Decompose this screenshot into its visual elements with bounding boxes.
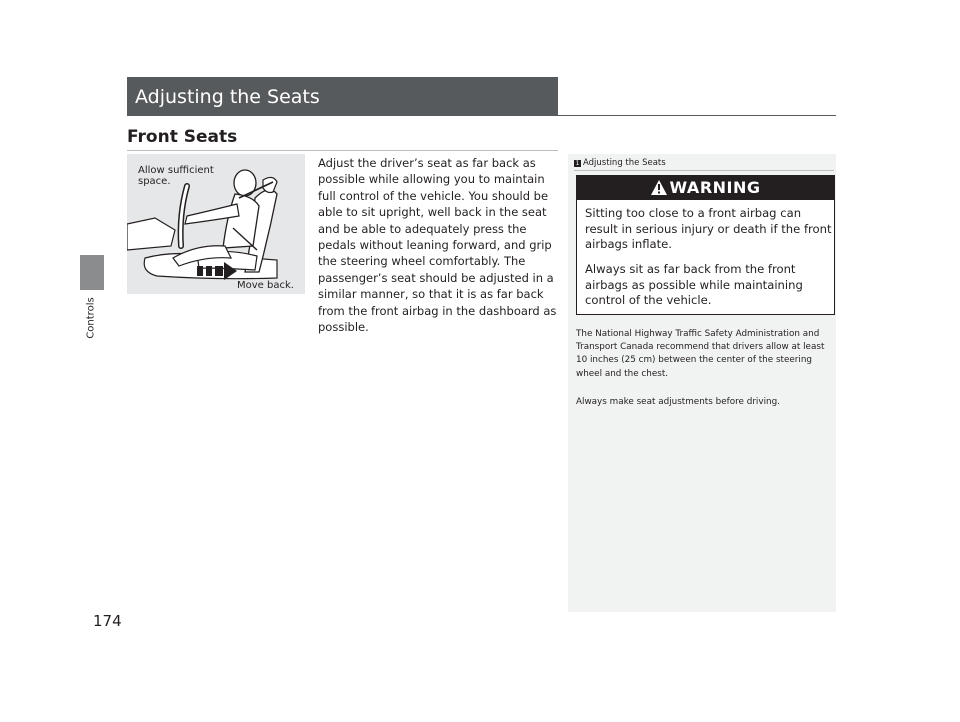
chapter-label: Controls <box>85 297 97 339</box>
reference-marker-icon: 1 <box>575 160 580 167</box>
sidebar-heading <box>574 158 666 168</box>
warning-box <box>576 175 835 315</box>
sidebar-notes <box>568 154 836 612</box>
warning-header <box>577 176 834 200</box>
seat-position-illustration <box>127 154 305 294</box>
sidebar-heading-text: Adjusting the Seats <box>583 158 666 168</box>
warning-text-2: Always sit as far back from the front airbags as possible while maintaining control of the vehicle. <box>585 262 803 307</box>
sidebar-heading-rule <box>574 170 834 171</box>
warning-triangle-icon <box>651 180 667 195</box>
sidebar-note-2: Always make seat adjustments before driving. <box>576 397 780 407</box>
warning-title: WARNING <box>669 178 761 197</box>
chapter-tab <box>80 255 104 290</box>
page-number: 174 <box>93 612 122 630</box>
section-heading: Front Seats <box>127 127 238 147</box>
sidebar-note-1: The National Highway Traffic Safety Administration and Transport Canada recommend that drivers allow at least 10 inches (25 cm) between the center of the steering wheel and the chest. <box>576 329 825 379</box>
page-title: Adjusting the Seats <box>135 86 320 108</box>
section-body-text: Adjust the driver’s seat as far back as possible while allowing you to maintain full control of the vehicle. You should be able to sit upright, well back in the seat and be able to adequately press the pedals without leaning forward, and grip the steering wheel comfortably. The passenger’s seat should be adjusted in a similar manner, so that it is as far back from the front airbag in the dashboard as possible. <box>318 156 557 335</box>
warning-text-1: Sitting too close to a front airbag can result in serious injury or death if the front airbags inflate. <box>585 206 832 251</box>
illustration-label-move-back: Move back. <box>237 280 294 291</box>
title-rule <box>127 115 836 116</box>
section-rule <box>127 150 558 151</box>
illustration-label-space: Allow sufficient space. <box>138 165 214 187</box>
page-title-bar <box>127 77 558 115</box>
